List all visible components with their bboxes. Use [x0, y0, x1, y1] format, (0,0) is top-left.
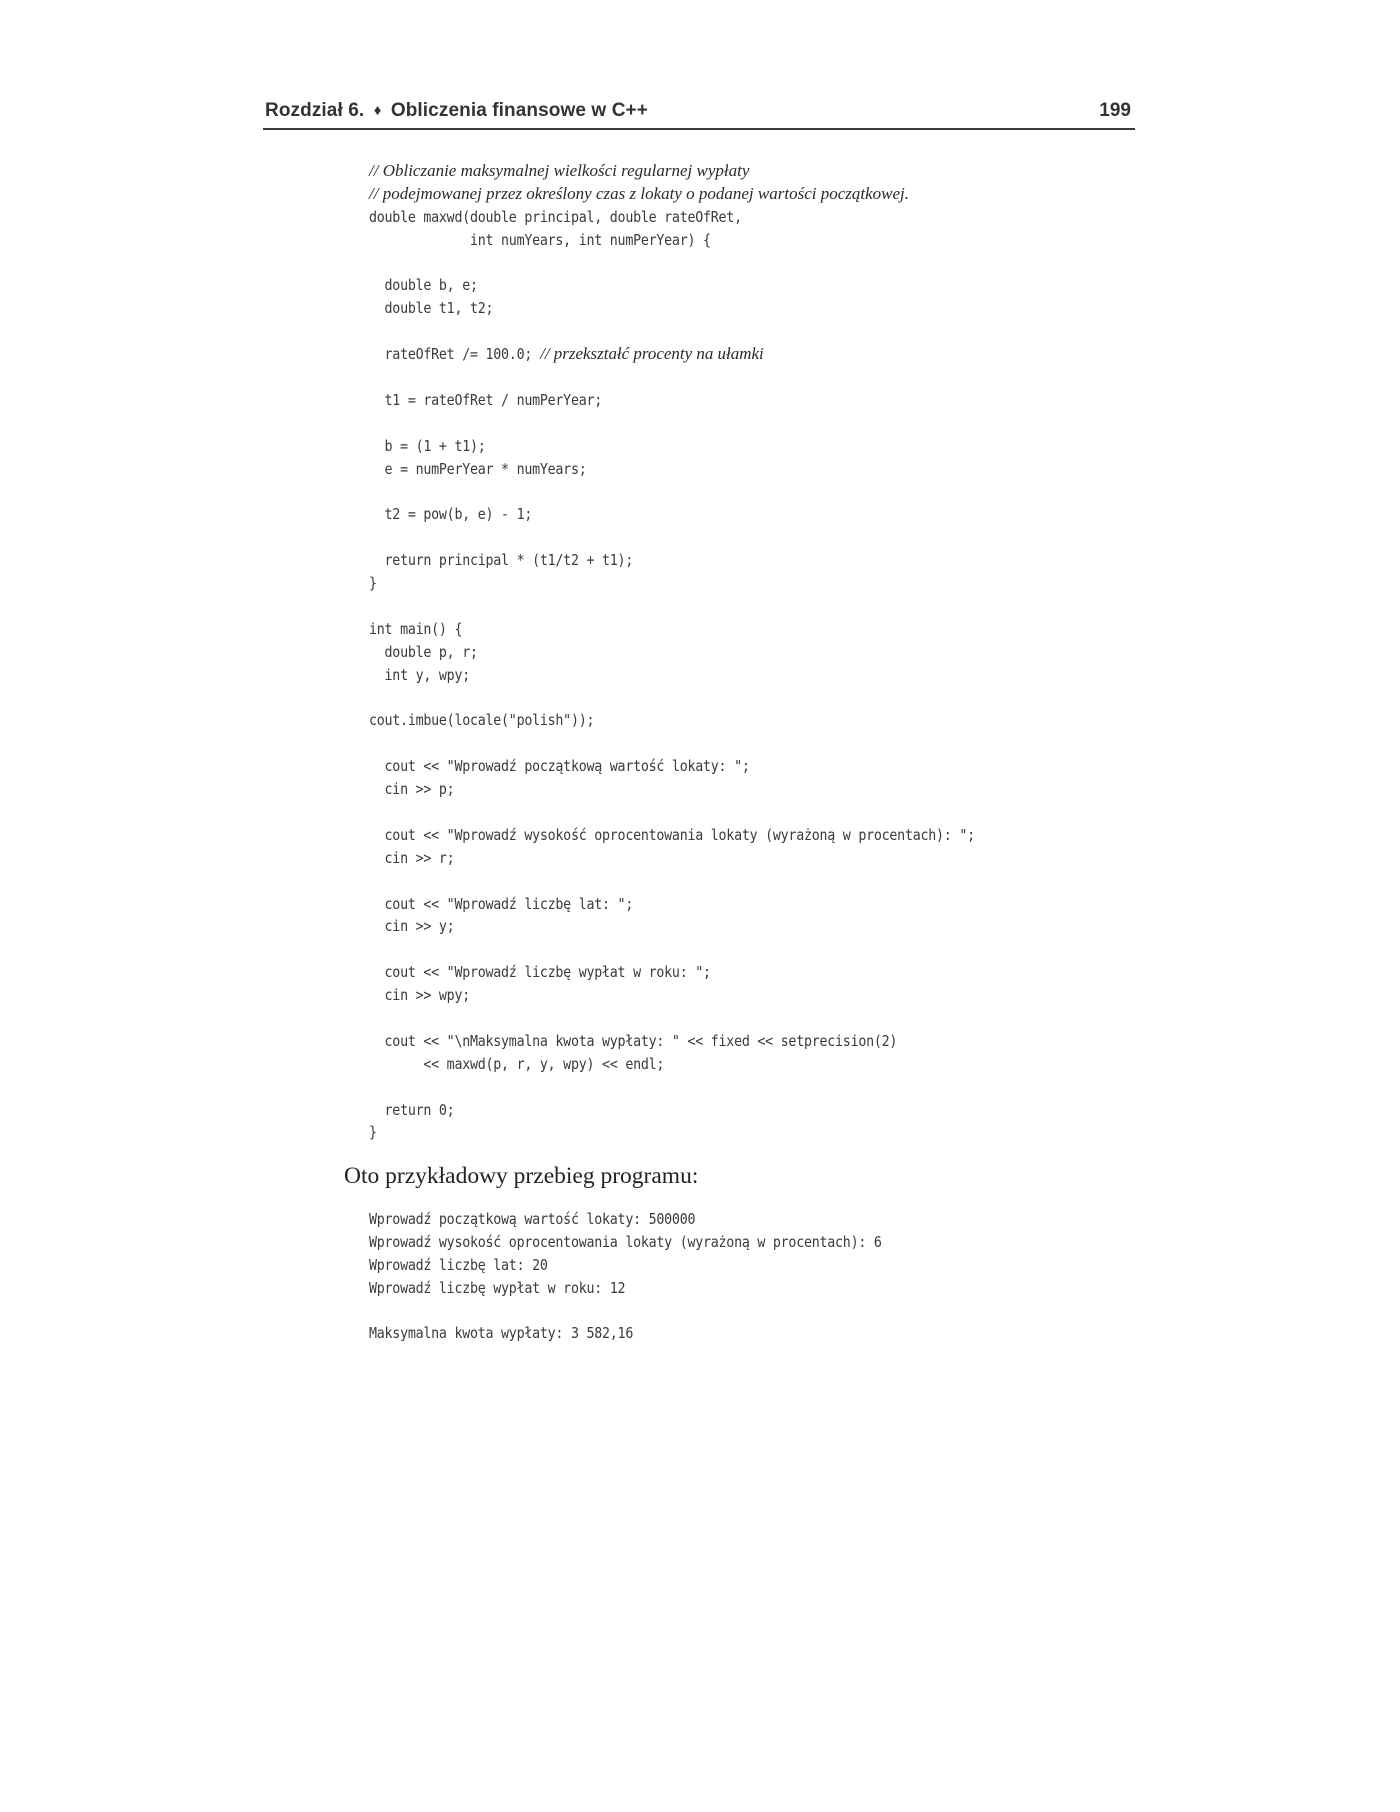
code-line: return 0; [369, 1100, 455, 1119]
program-output [369, 1208, 1129, 1345]
code-line [369, 595, 1023, 618]
code-line [369, 343, 1023, 366]
code-line [369, 870, 1023, 893]
code-line: t2 = pow(b, e) - 1; [369, 505, 533, 524]
page-number: 199 [1099, 100, 1131, 121]
output-line [369, 1300, 1023, 1323]
code-line: int numYears, int numPerYear) { [369, 230, 711, 249]
code-line [369, 526, 1023, 549]
code-line: double p, r; [369, 642, 478, 661]
code-line: cin >> p; [369, 780, 455, 799]
code-line: cin >> wpy; [369, 986, 470, 1005]
inline-comment: // przekształć procenty na ułamki [539, 344, 764, 364]
code-line [369, 412, 1023, 435]
code-line: } [369, 574, 377, 593]
code-line: cout << "Wprowadź liczbę lat: "; [369, 894, 634, 913]
code-listing [369, 160, 1129, 1144]
code-line [369, 1007, 1023, 1030]
output-line: Wprowadź liczbę wypłat w roku: 12 [369, 1278, 626, 1297]
chapter-title: Obliczenia finansowe w C++ [390, 100, 648, 121]
output-line: Wprowadź wysokość oprocentowania lokaty (wyrażoną w procentach): 6 [369, 1232, 882, 1251]
code-line: double t1, t2; [369, 299, 494, 318]
code-line [369, 320, 1023, 343]
code-line: } [369, 1123, 377, 1142]
code-line: cin >> y; [369, 917, 455, 936]
code-line: return principal * (t1/t2 + t1); [369, 551, 634, 570]
code-line: int y, wpy; [369, 665, 470, 684]
body-paragraph: Oto przykładowy przebieg programu: [344, 1163, 699, 1189]
code-line [369, 732, 1023, 755]
output-line: Wprowadź początkową wartość lokaty: 500000 [369, 1210, 696, 1228]
code-line: cout << "Wprowadź wysokość oprocentowania lokaty (wyrażoną w procentach): "; [369, 825, 975, 844]
code-comment-line: // podejmowanej przez określony czas z lokaty o podanej wartości początkowej. [369, 183, 909, 203]
output-line: Wprowadź liczbę lat: 20 [369, 1255, 548, 1274]
code-line [369, 252, 1023, 275]
code-line: cout.imbue(locale("polish")); [369, 711, 595, 730]
code-line [369, 480, 1023, 503]
code-line [369, 801, 1023, 824]
code-line: cout << "Wprowadź początkową wartość lokaty: "; [369, 757, 750, 776]
code-line: double maxwd(double principal, double rateOfRet, [369, 207, 742, 226]
code-text: rateOfRet /= 100.0; [369, 345, 540, 364]
code-line [369, 1076, 1023, 1099]
diamond-separator-icon: ♦ [373, 102, 382, 119]
code-line: double b, e; [369, 276, 478, 295]
code-line: int main() { [369, 619, 463, 638]
code-line: b = (1 + t1); [369, 436, 486, 455]
running-head [265, 100, 648, 122]
code-line [369, 938, 1023, 961]
code-line [369, 686, 1023, 709]
chapter-label: Rozdział 6. [265, 100, 365, 121]
output-line: Maksymalna kwota wypłaty: 3 582,16 [369, 1324, 634, 1343]
page-header [263, 98, 1135, 130]
code-line: t1 = rateOfRet / numPerYear; [369, 390, 603, 409]
code-line: cin >> r; [369, 848, 455, 867]
code-line: cout << "Wprowadź liczbę wypłat w roku: "; [369, 963, 711, 982]
code-line [369, 366, 1023, 389]
code-line: cout << "\nMaksymalna kwota wypłaty: " << fixed << setprecision(2) [369, 1031, 898, 1050]
code-line: << maxwd(p, r, y, wpy) << endl; [369, 1054, 665, 1073]
code-comment-line: // Obliczanie maksymalnej wielkości regularnej wypłaty [369, 161, 750, 180]
code-line: e = numPerYear * numYears; [369, 459, 587, 478]
